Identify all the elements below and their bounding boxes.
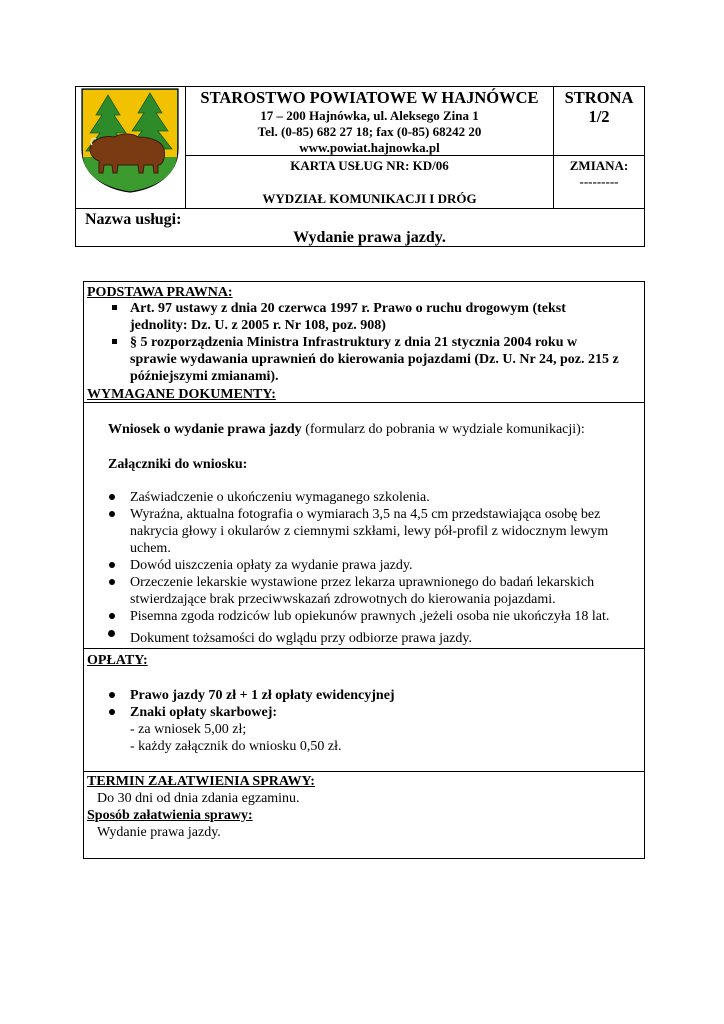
documents-heading: WYMAGANE DOKUMENTY: — [87, 387, 276, 402]
card-number: KARTA USŁUG NR: KD/06 — [290, 158, 449, 173]
deadline-text: Do 30 dni od dnia zdania egzaminu. — [97, 791, 300, 806]
service-label: Nazwa usługi: — [85, 211, 182, 228]
bullet-icon — [109, 511, 115, 517]
square-bullet-icon — [112, 339, 117, 344]
fee-item: Prawo jazdy 70 zł + 1 zł opłaty ewidencyjnej — [130, 688, 395, 703]
fee-subitem: - każdy załącznik do wniosku 0,50 zł. — [130, 739, 342, 754]
method-text: Wydanie prawa jazdy. — [97, 825, 221, 840]
method-heading: Sposób załatwienia sprawy: — [87, 808, 253, 823]
bullet-icon — [109, 613, 115, 619]
org-website: www.powiat.hajnowka.pl — [299, 140, 440, 155]
attachment-item: Zaświadczenie o ukończeniu wymaganego szkolenia. — [130, 490, 430, 505]
org-phone: Tel. (0-85) 682 27 18; fax (0-85) 68242 20 — [257, 124, 482, 139]
org-name: STAROSTWO POWIATOWE W HAJNÓWCE — [200, 88, 539, 107]
legal-basis-heading: PODSTAWA PRAWNA: — [87, 285, 233, 300]
attachment-item: Orzeczenie lekarskie wystawione przez lekarza uprawnionego do badań lekarskich stwierdzające brak przeciwwskazań zdrowotnych do kierowania pojazdami. — [130, 575, 595, 607]
change-label: ZMIANA: — [569, 158, 629, 173]
fee-subitem: - za wniosek 5,00 zł; — [130, 722, 247, 737]
bullet-icon — [109, 579, 115, 585]
legal-basis-item: § 5 rozporządzenia Ministra Infrastruktury z dnia 21 stycznia 2004 roku w sprawie wydawania uprawnień do kierowania pojazdami (Dz. U. Nr 24, poz. 215 z późniejszymi zmianami). — [130, 335, 619, 384]
coat-of-arms-logo — [78, 87, 182, 193]
change-value: --------- — [579, 174, 619, 189]
legal-basis-item: Art. 97 ustawy z dnia 20 czerwca 1997 r. Prawo o ruchu drogowym (tekst jednolity: Dz. U. z 2005 r. Nr 108, poz. 908) — [130, 301, 566, 333]
service-name: Wydanie prawa jazdy. — [293, 229, 446, 246]
bullet-icon — [109, 709, 115, 715]
department-name: WYDZIAŁ KOMUNIKACJI I DRÓG — [262, 191, 477, 206]
deadline-heading: TERMIN ZAŁATWIENIA SPRAWY: — [87, 774, 315, 789]
bullet-icon — [109, 562, 115, 568]
fee-item: Znaki opłaty skarbowej: — [130, 705, 278, 720]
application-note: (formularz do pobrania w wydziale komunikacji): — [301, 422, 585, 437]
application-title: Wniosek o wydanie prawa jazdy — [108, 422, 302, 437]
attachment-item: Dowód uiszczenia opłaty za wydanie prawa jazdy. — [130, 558, 413, 573]
org-address: 17 – 200 Hajnówka, ul. Aleksego Zina 1 — [260, 108, 479, 123]
bullet-icon — [108, 630, 115, 637]
attachment-item: Dokument tożsamości do wglądu przy odbiorze prawa jazdy. — [130, 631, 472, 646]
page-value: 1/2 — [588, 107, 610, 126]
attachment-item: Pisemna zgoda rodziców lub opiekunów prawnych ,jeżeli osoba nie ukończyła 18 lat. — [130, 609, 610, 624]
attachments-heading: Załączniki do wniosku: — [108, 457, 248, 472]
bullet-icon — [109, 494, 115, 500]
page-label: STRONA — [564, 88, 634, 107]
attachment-item: Wyraźna, aktualna fotografia o wymiarach 3,5 na 4,5 cm przedstawiająca osobę bez nakrycia głowy i okularów z ciemnymi szkłami, lewy pół-profil z widocznym lewym uchem. — [130, 507, 609, 556]
application-line — [108, 421, 638, 438]
square-bullet-icon — [112, 305, 117, 310]
bullet-icon — [109, 692, 115, 698]
fees-heading: OPŁATY: — [87, 653, 148, 668]
